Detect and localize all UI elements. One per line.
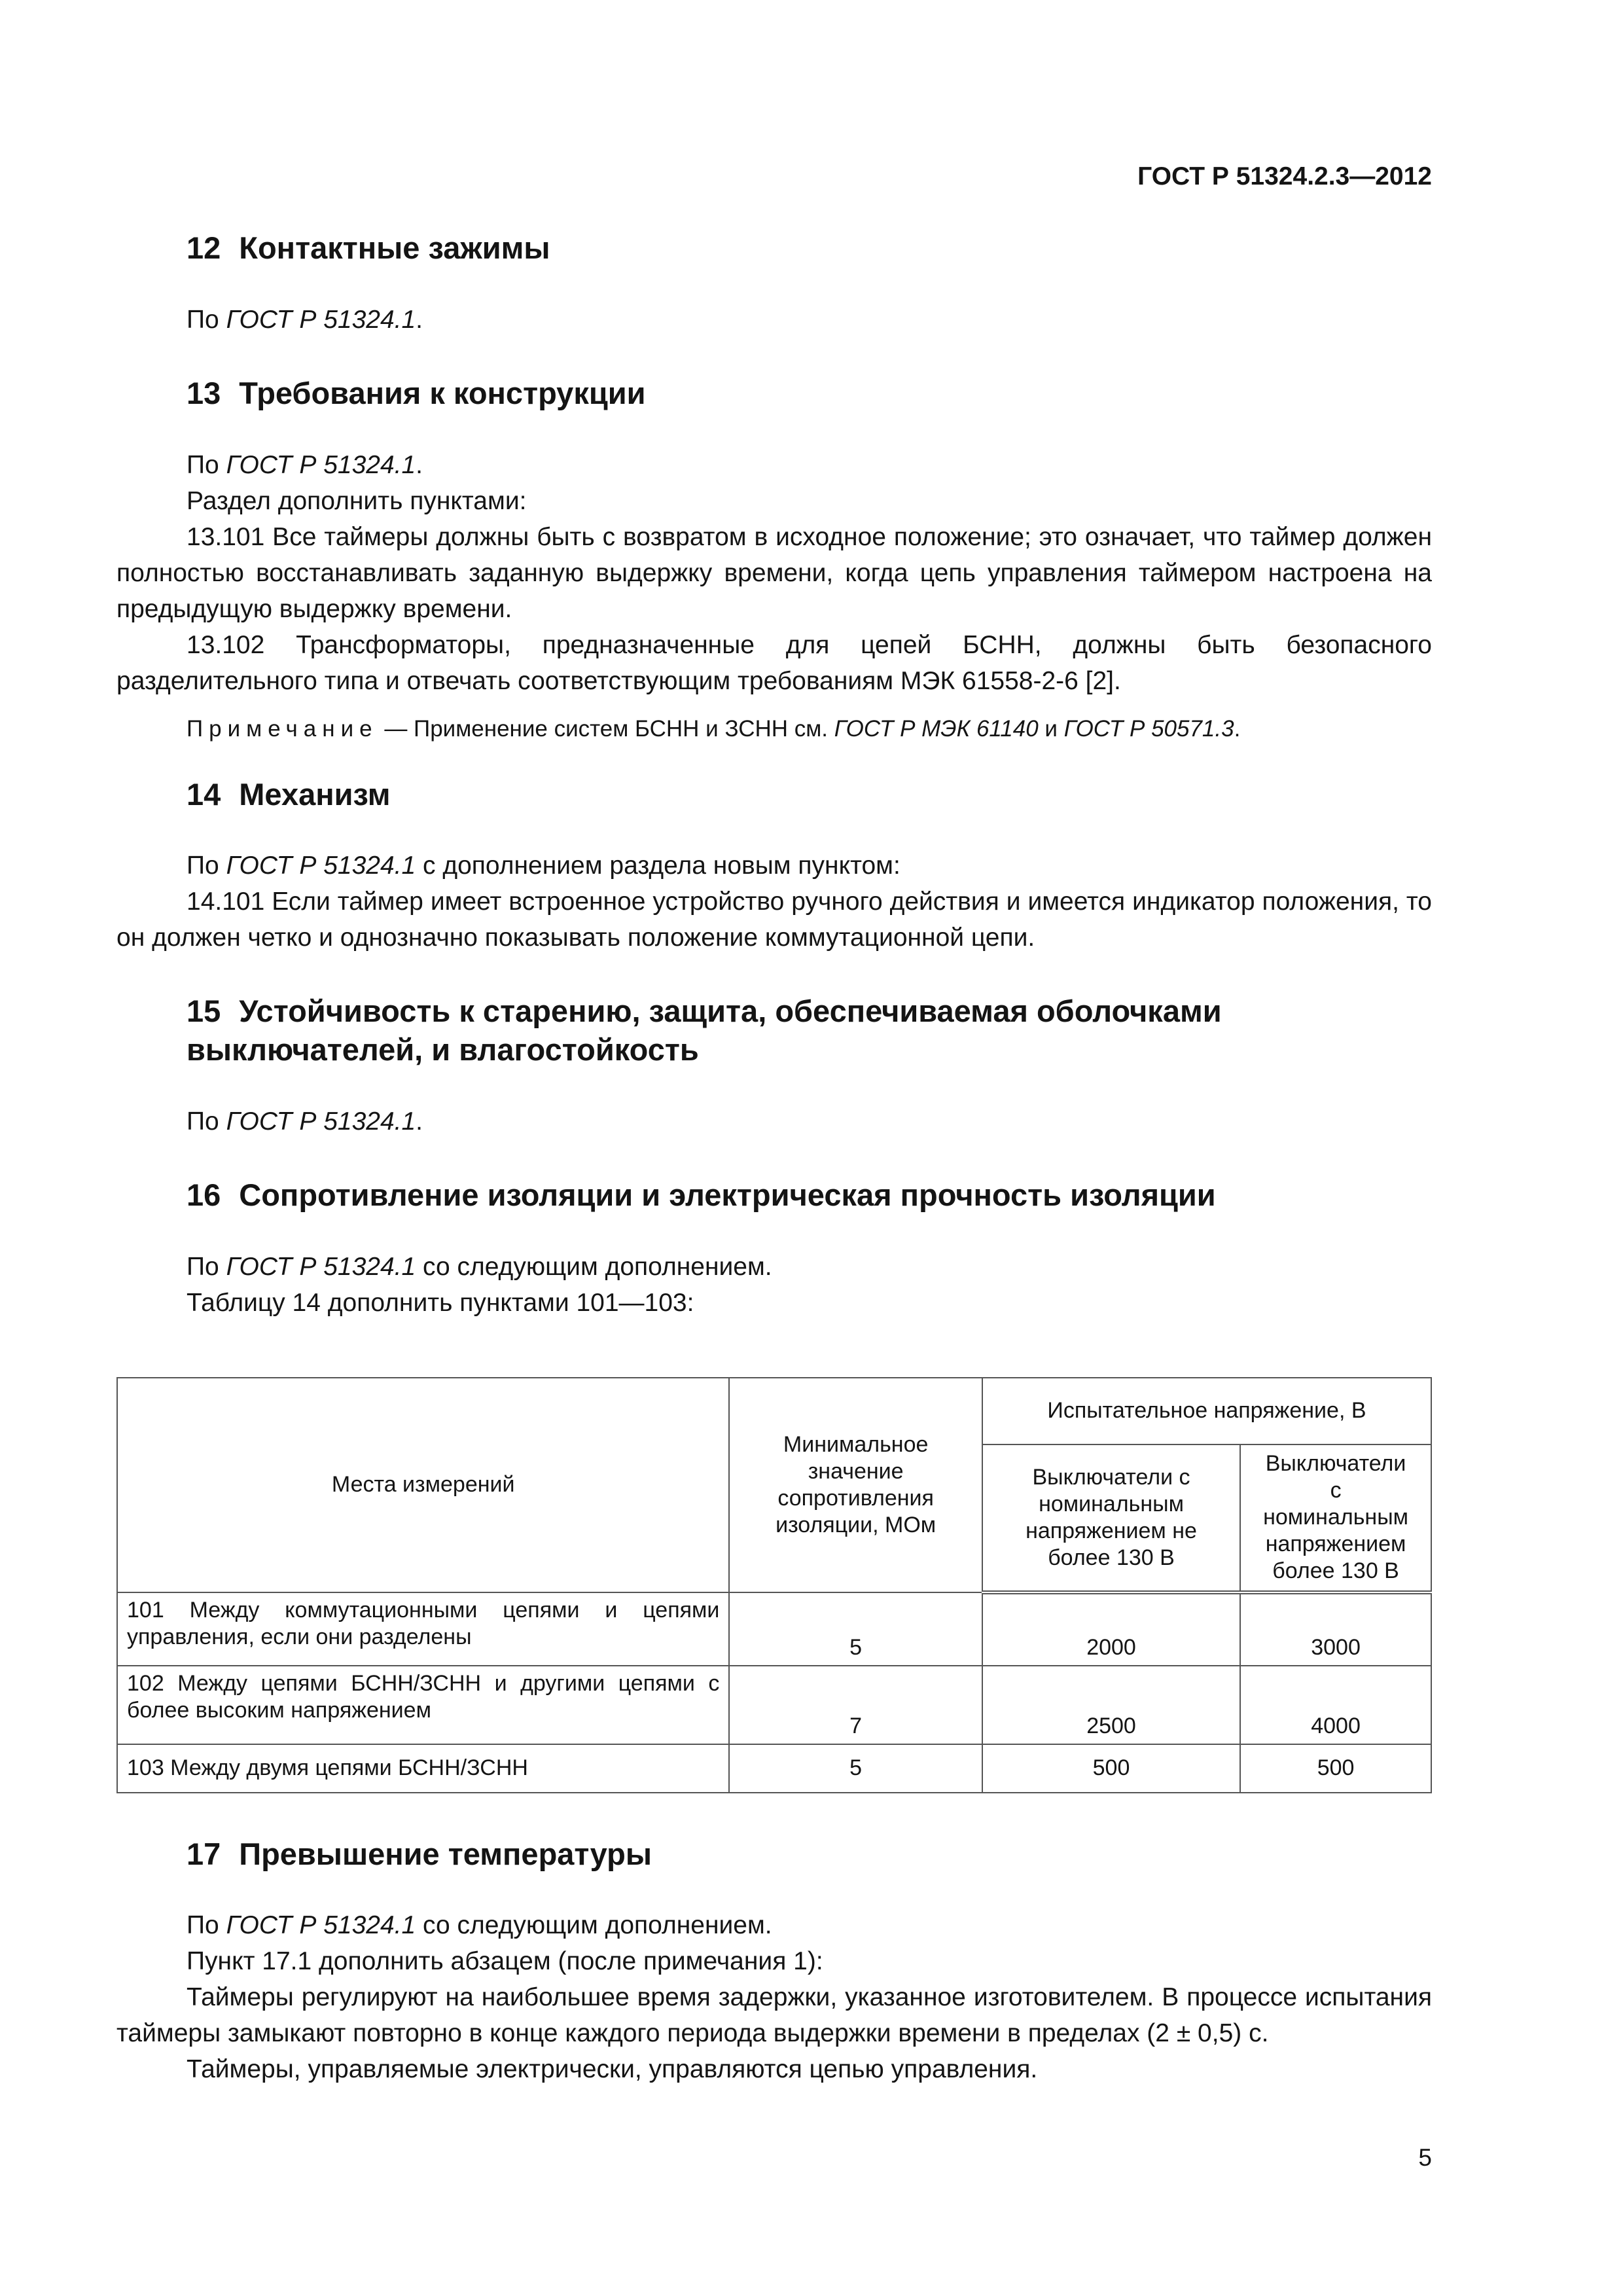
cell-high: 3000 xyxy=(1240,1592,1431,1666)
cell-place: 103 Между двумя цепями БСНН/ЗСНН xyxy=(117,1744,729,1793)
clause-13-102: 13.102 Трансформаторы, предназначенные для цепей БСНН, должны быть безопасного разделительного типа и отвечать соответствующим требованиям МЭК 61558-2-6 [2]. xyxy=(116,630,1432,695)
document-header: ГОСТ Р 51324.2.3—2012 xyxy=(1137,162,1432,190)
section-16-paragraph-1 xyxy=(116,1249,1432,1285)
table-row xyxy=(117,1666,1431,1744)
page-number: 5 xyxy=(1418,2144,1432,2171)
section-17-paragraph-1 xyxy=(116,1907,1432,1943)
section-13-paragraph-2: Раздел дополнить пунктами: xyxy=(187,486,527,515)
text: — Применение систем БСНН и ЗСНН см. xyxy=(378,715,834,742)
section-title: Сопротивление изоляции и электрическая прочность изоляции xyxy=(239,1177,1216,1212)
text: и xyxy=(1038,715,1064,742)
section-title: Требования к конструкции xyxy=(239,375,646,410)
text: . xyxy=(416,1107,423,1136)
table-row xyxy=(117,1744,1431,1793)
text: . xyxy=(1234,715,1241,742)
standard-reference: ГОСТ Р 51324.1 xyxy=(226,1107,416,1136)
clause-14-101: 14.101 Если таймер имеет встроенное устройство ручного действия и имеется индикатор положения, то он должен четко и однозначно показывать положение коммутационной цепи. xyxy=(116,888,1432,952)
section-17-paragraph-3: Таймеры регулируют на наибольшее время задержки, указанное изготовителем. В процессе испытания таймеры замыкают повторно в конце каждого периода выдержки времени в пределах (2 ± 0,5) с. xyxy=(116,1983,1432,2048)
section-16-heading xyxy=(116,1176,1432,1215)
standard-reference: ГОСТ Р 51324.1 xyxy=(226,305,416,334)
text: По xyxy=(187,450,226,479)
note xyxy=(116,711,1432,747)
cell-low: 2500 xyxy=(982,1666,1240,1744)
text: По xyxy=(187,1107,226,1136)
header-test-voltage: Испытательное напряжение, В xyxy=(982,1378,1431,1444)
cell-min: 5 xyxy=(729,1592,982,1666)
standard-reference: ГОСТ Р МЭК 61140 xyxy=(834,715,1039,742)
standard-reference: ГОСТ Р 50571.3 xyxy=(1063,715,1234,742)
text: По xyxy=(187,852,226,880)
section-number: 16 xyxy=(187,1177,221,1212)
text: По xyxy=(187,1911,226,1940)
cell-high: 4000 xyxy=(1240,1666,1431,1744)
standard-reference: ГОСТ Р 51324.1 xyxy=(226,852,416,880)
section-title: Контактные зажимы xyxy=(239,230,550,265)
text: со следующим дополнением. xyxy=(416,1252,772,1281)
section-title: Превышение температуры xyxy=(239,1836,652,1871)
header-voltage-low: Выключатели с номинальным напряжением не более 130 В xyxy=(982,1444,1240,1592)
section-15-paragraph xyxy=(116,1103,1432,1139)
section-13-paragraph-1 xyxy=(116,447,1432,483)
cell-low: 500 xyxy=(982,1744,1240,1793)
header-voltage-high: Выключатели с номинальным напряжением более 130 В xyxy=(1240,1444,1431,1592)
table-row xyxy=(117,1592,1431,1666)
cell-min: 5 xyxy=(729,1744,982,1793)
section-12-paragraph xyxy=(116,302,1432,338)
section-number: 12 xyxy=(187,230,221,265)
section-title-line-2: выключателей, и влагостойкость xyxy=(187,1032,699,1067)
section-title: Механизм xyxy=(239,776,391,812)
header-places: Места измерений xyxy=(117,1378,729,1592)
section-number: 15 xyxy=(187,994,221,1029)
text: со следующим дополнением. xyxy=(416,1911,772,1940)
section-14-heading xyxy=(116,776,1432,814)
cell-low: 2000 xyxy=(982,1592,1240,1666)
text: с дополнением раздела новым пунктом: xyxy=(416,852,901,880)
section-16-paragraph-2: Таблицу 14 дополнить пунктами 101—103: xyxy=(187,1288,694,1317)
section-14-paragraph-1 xyxy=(116,848,1432,884)
section-number: 13 xyxy=(187,375,221,410)
standard-reference: ГОСТ Р 51324.1 xyxy=(226,1252,416,1281)
insulation-table xyxy=(116,1377,1432,1793)
section-15-heading xyxy=(116,992,1432,1069)
section-13-heading xyxy=(116,374,1432,413)
section-17-paragraph-4: Таймеры, управляемые электрически, управляются цепью управления. xyxy=(187,2055,1038,2084)
cell-min: 7 xyxy=(729,1666,982,1744)
clause-13-101: 13.101 Все таймеры должны быть с возвратом в исходное положение; это означает, что таймер должен полностью восстанавливать заданную выдержку времени, когда цепь управления таймером настроена на предыдущую выдержку времени. xyxy=(116,522,1432,623)
text: По xyxy=(187,1252,226,1281)
page-content xyxy=(116,229,1432,2087)
cell-place: 101 Между коммутационными цепями и цепями управления, если они разделены xyxy=(117,1592,729,1666)
section-17-paragraph-2: Пункт 17.1 дополнить абзацем (после примечания 1): xyxy=(187,1947,823,1976)
section-number: 17 xyxy=(187,1836,221,1871)
section-number: 14 xyxy=(187,776,221,812)
text: . xyxy=(416,450,423,479)
standard-reference: ГОСТ Р 51324.1 xyxy=(226,1911,416,1940)
text: По xyxy=(187,305,226,334)
standard-reference: ГОСТ Р 51324.1 xyxy=(226,450,416,479)
cell-high: 500 xyxy=(1240,1744,1431,1793)
text: . xyxy=(416,305,423,334)
section-17-heading xyxy=(116,1835,1432,1874)
section-title-line-1: Устойчивость к старению, защита, обеспечиваемая оболочками xyxy=(239,994,1222,1029)
header-min-resistance: Минимальное значение сопротивления изоляции, МОм xyxy=(729,1378,982,1592)
section-12-heading xyxy=(116,229,1432,268)
cell-place: 102 Между цепями БСНН/ЗСНН и другими цепями с более высоким напряжением xyxy=(117,1666,729,1744)
note-label: Примечание xyxy=(187,715,378,742)
